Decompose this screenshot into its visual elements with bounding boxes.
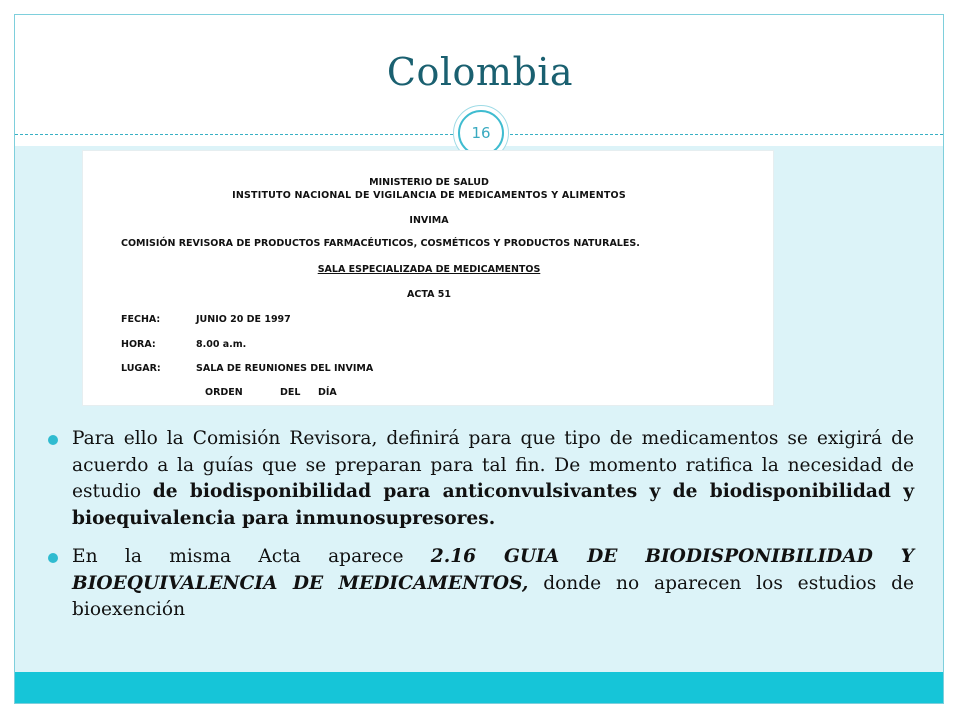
slide-title: Colombia: [386, 50, 574, 94]
doc-ministry: MINISTERIO DE SALUD: [369, 177, 489, 188]
bullet-dot-icon: [48, 435, 58, 445]
doc-del: DEL: [280, 387, 301, 398]
doc-invima: INVIMA: [409, 215, 449, 226]
bullet-item-1: [48, 426, 914, 532]
doc-institute: INSTITUTO NACIONAL DE VIGILANCIA DE MEDICAMENTOS Y ALIMENTOS: [232, 190, 626, 201]
doc-hora-value: 8.00 a.m.: [196, 339, 247, 350]
bullet-2-text-b: donde no aparecen los estudios de bioexención: [72, 572, 914, 620]
doc-lugar-label: LUGAR:: [121, 363, 161, 374]
page-number-badge: 16: [458, 110, 504, 156]
doc-orden: ORDEN: [205, 387, 243, 398]
scanned-document-image: [82, 150, 774, 406]
bullet-2-bold-italic: 2.16 GUIA DE BIODISPONIBILIDAD Y BIOEQUIVALENCIA DE MEDICAMENTOS,: [72, 546, 914, 594]
doc-acta: ACTA 51: [407, 289, 451, 300]
bullet-1-bold: de biodisponibilidad para anticonvulsivantes y de biodisponibilidad y bioequivalencia para inmunosupresores.: [72, 481, 915, 529]
bullet-list: [48, 426, 914, 636]
doc-commission: COMISIÓN REVISORA DE PRODUCTOS FARMACÉUTICOS, COSMÉTICOS Y PRODUCTOS NATURALES.: [121, 238, 640, 249]
bottom-accent-bar: [15, 672, 943, 703]
doc-fecha-value: JUNIO 20 DE 1997: [196, 314, 291, 325]
bullet-dot-icon: [48, 553, 58, 563]
bullet-item-2: [48, 544, 914, 624]
doc-hora-label: HORA:: [121, 339, 156, 350]
doc-dia: DÍA: [318, 387, 337, 398]
bullet-1-text: Para ello la Comisión Revisora, definirá para que tipo de medicamentos se exigirá de acuerdo a la guías que se preparan para tal fin. De momento ratifica la necesidad de estudio: [72, 428, 914, 502]
doc-sala: SALA ESPECIALIZADA DE MEDICAMENTOS: [317, 264, 541, 275]
doc-lugar-value: SALA DE REUNIONES DEL INVIMA: [196, 363, 374, 374]
doc-fecha-label: FECHA:: [121, 314, 161, 325]
bullet-2-text-a: En la misma Acta aparece: [72, 546, 431, 567]
